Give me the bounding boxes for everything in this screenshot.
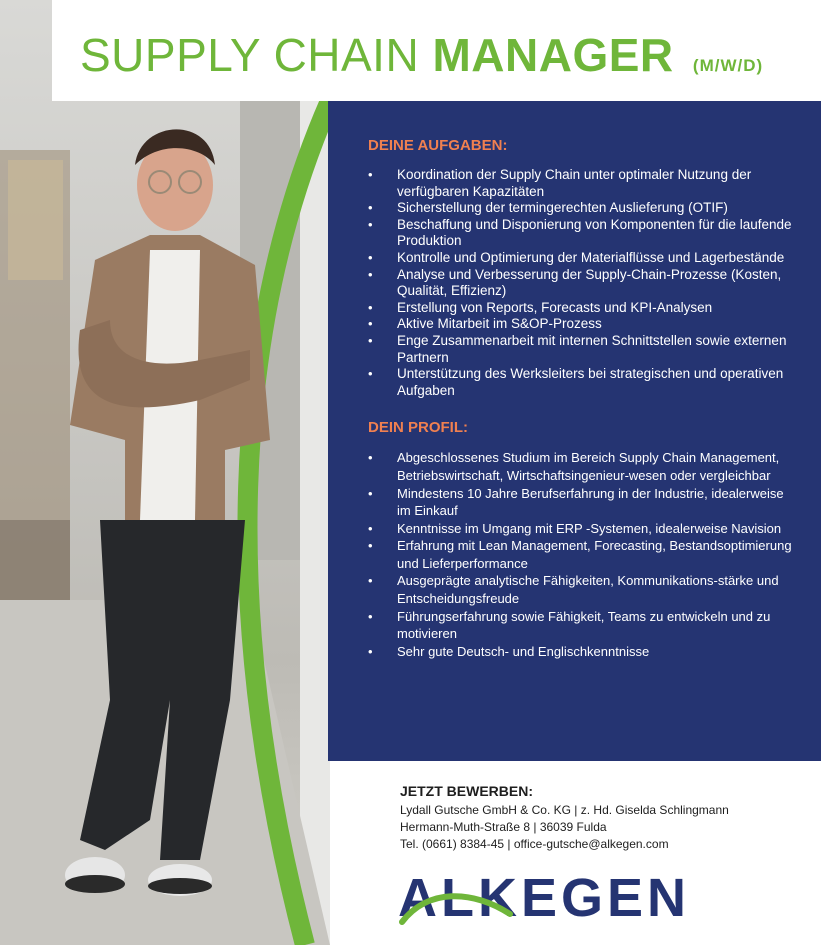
hero-photo <box>0 0 330 945</box>
phone-email-line[interactable]: Tel. (0661) 8384-45 | office-gutsche@alkegen.com <box>400 837 669 851</box>
tasks-heading: DEINE AUFGABEN: <box>368 137 508 154</box>
list-item: • Ausgeprägte analytische Fähigkeiten, Kommunikations-stärke und Entscheidungsfreude <box>368 572 797 607</box>
profile-list <box>368 449 797 660</box>
list-item: • Kontrolle und Optimierung der Materialflüsse und Lagerbestände <box>368 250 797 267</box>
list-item: • Erstellung von Reports, Forecasts und KPI-Analysen <box>368 300 797 317</box>
list-item: • Führungserfahrung sowie Fähigkeit, Teams zu entwickeln und zu motivieren <box>368 608 797 643</box>
apply-heading: JETZT BEWERBEN: <box>400 783 533 799</box>
list-item: • Sicherstellung der termingerechten Auslieferung (OTIF) <box>368 200 797 217</box>
title-bold: MANAGER <box>432 29 674 81</box>
list-item: • Beschaffung und Disponierung von Komponenten für die laufende Produktion <box>368 217 797 250</box>
profile-heading: DEIN PROFIL: <box>368 419 468 437</box>
list-item: • Kenntnisse im Umgang mit ERP -Systemen, idealerweise Navision <box>368 520 797 538</box>
list-item: • Enge Zusammenarbeit mit internen Schnittstellen sowie externen Partnern <box>368 333 797 366</box>
title-bar <box>52 0 821 101</box>
list-item: • Aktive Mitarbeit im S&OP-Prozess <box>368 316 797 333</box>
alkegen-logo <box>398 868 694 928</box>
contact-block <box>400 782 810 853</box>
list-item: • Sehr gute Deutsch- und Englischkenntnisse <box>368 643 797 661</box>
title-suffix: (M/W/D) <box>692 56 764 75</box>
page-title <box>80 27 763 94</box>
list-item: • Mindestens 10 Jahre Berufserfahrung in der Industrie, idealerweise im Einkauf <box>368 485 797 520</box>
job-details-panel <box>328 101 821 761</box>
title-light: SUPPLY CHAIN <box>80 29 420 81</box>
person-photo-illustration <box>0 0 330 945</box>
list-item: • Koordination der Supply Chain unter optimaler Nutzung der verfügbaren Kapazitäten <box>368 167 797 200</box>
company-line: Lydall Gutsche GmbH & Co. KG | z. Hd. Giselda Schlingmann <box>400 803 729 817</box>
list-item: • Unterstützung des Werksleiters bei strategischen und operativen Aufgaben <box>368 366 797 399</box>
logo-swoosh-icon <box>398 868 518 928</box>
logo-text: ALKEGEN <box>398 868 691 928</box>
list-item: • Erfahrung mit Lean Management, Forecasting, Bestandsoptimierung und Lieferperformance <box>368 537 797 572</box>
address-line: Hermann-Muth-Straße 8 | 36039 Fulda <box>400 820 607 834</box>
list-item: • Analyse und Verbesserung der Supply-Chain-Prozesse (Kosten, Qualität, Effizienz) <box>368 267 797 300</box>
list-item: • Abgeschlossenes Studium im Bereich Supply Chain Management, Betriebswirtschaft, Wirtschaftsingenieur-wesen oder vergleichbar <box>368 449 797 484</box>
tasks-list <box>368 167 797 399</box>
